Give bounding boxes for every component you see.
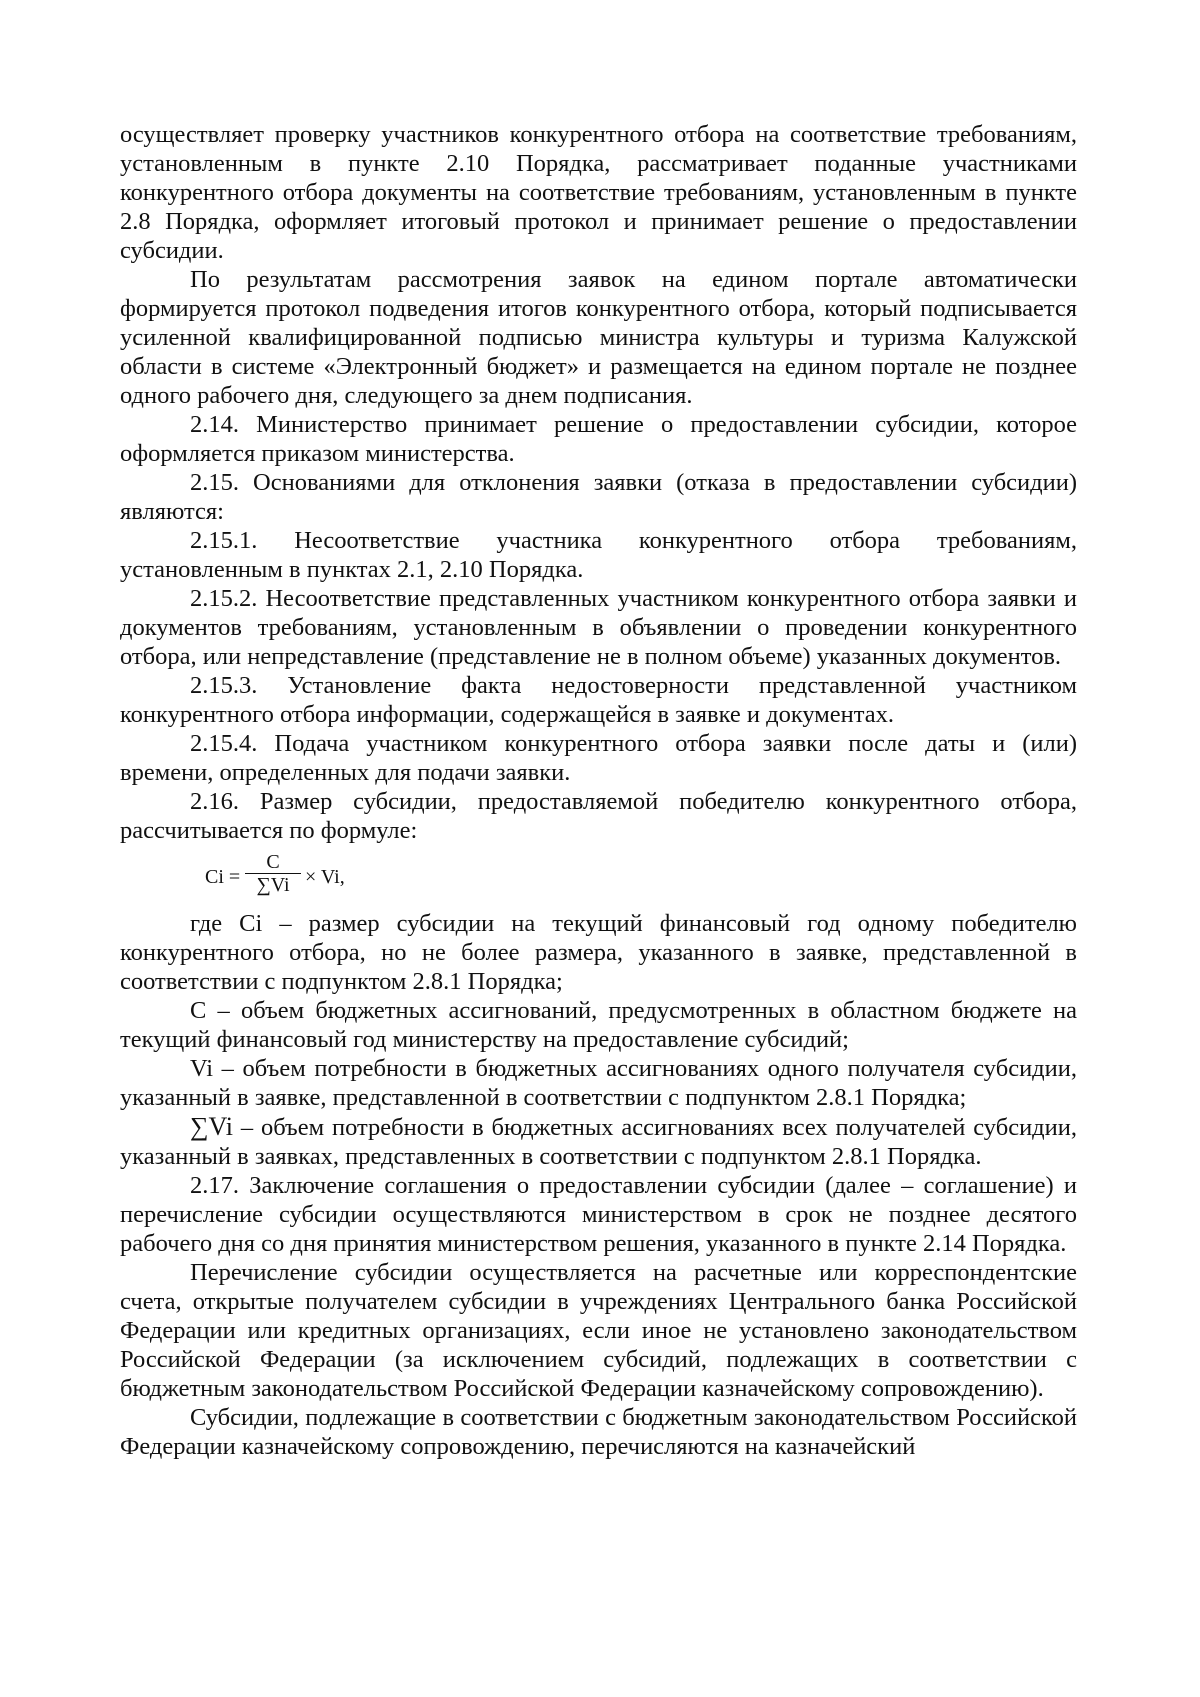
formula-numerator: C [266,851,280,873]
formula-fraction [245,851,301,896]
formula-tail: × Vi, [305,866,345,888]
paragraph-protocol: По результатам рассмотрения заявок на едином портале автоматически формируется протокол подведения итогов конкурентного отбора, который подписывается усиленной квалифицированной подписью министра культуры и туризма Калужской области в системе «Электронный бюджет» и размещается на едином портале не позднее одного рабочего дня, следующего за днем подписания. [120,266,1077,409]
sum-vi-symbol: ∑Vi [190,1112,233,1141]
paragraph-2-16: 2.16. Размер субсидии, предоставляемой победителю конкурентного отбора, рассчитывается по формуле: [120,788,1077,844]
paragraph-2-15-2: 2.15.2. Несоответствие представленных участником конкурентного отбора заявки и документов требованиям, установленным в объявлении о проведении конкурентного отбора, или непредставление (представление не в полном объеме) указанных документов. [120,585,1077,670]
sum-vi-text: – объем потребности в бюджетных ассигнованиях всех получателей субсидии, указанный в заявках, представленных в соответствии с подпунктом 2.8.1 Порядка. [120,1114,1077,1170]
subsidy-formula [205,851,405,897]
paragraph-transfer: Перечисление субсидии осуществляется на расчетные или корреспондентские счета, открытые получателем субсидии в учреждениях Центрального банка Российской Федерации или кредитных организациях, если иное не установлено законодательством Российской Федерации (за исключением субсидий, подлежащих в соответствии с бюджетным законодательством Российской Федерации казначейскому сопровождению). [120,1259,1077,1402]
paragraph-2-15-4: 2.15.4. Подача участником конкурентного отбора заявки после даты и (или) времени, определенных для подачи заявки. [120,730,1077,786]
paragraph-2-15-3: 2.15.3. Установление факта недостоверности представленной участником конкурентного отбора информации, содержащейся в заявке и документах. [120,672,1077,728]
paragraph-2-17: 2.17. Заключение соглашения о предоставлении субсидии (далее – соглашение) и перечисление субсидии осуществляются министерством в срок не позднее десятого рабочего дня со дня принятия министерством решения, указанного в пункте 2.14 Порядка. [120,1172,1077,1257]
paragraph-verification-continued: осуществляет проверку участников конкурентного отбора на соответствие требованиям, установленным в пункте 2.10 Порядка, рассматривает поданные участниками конкурентного отбора документы на соответствие требованиям, установленным в пункте 2.8 Порядка, оформляет итоговый протокол и принимает решение о предоставлении субсидии. [120,121,1077,264]
paragraph-sum-vi-definition [120,1112,1077,1171]
formula-lhs: Ci = [205,866,241,888]
paragraph-2-15: 2.15. Основаниями для отклонения заявки (отказа в предоставлении субсидии) являются: [120,469,1077,525]
paragraph-c-definition: C – объем бюджетных ассигнований, предусмотренных в областном бюджете на текущий финансовый год министерству на предоставление субсидий; [120,997,1077,1053]
paragraph-vi-definition: Vi – объем потребности в бюджетных ассигнованиях одного получателя субсидии, указанный в заявке, представленной в соответствии с подпунктом 2.8.1 Порядка; [120,1055,1077,1111]
formula-denominator: ∑Vi [256,874,290,896]
paragraph-ci-definition: где Ci – размер субсидии на текущий финансовый год одному победителю конкурентного отбора, но не более размера, указанного в заявке, представленной в соответствии с подпунктом 2.8.1 Порядка; [120,910,1077,995]
paragraph-2-15-1: 2.15.1. Несоответствие участника конкурентного отбора требованиям, установленным в пунктах 2.1, 2.10 Порядка. [120,527,1077,583]
paragraph-treasury: Субсидии, подлежащие в соответствии с бюджетным законодательством Российской Федерации казначейскому сопровождению, перечисляются на казначейский [120,1404,1077,1460]
paragraph-2-14: 2.14. Министерство принимает решение о предоставлении субсидии, которое оформляется приказом министерства. [120,411,1077,467]
